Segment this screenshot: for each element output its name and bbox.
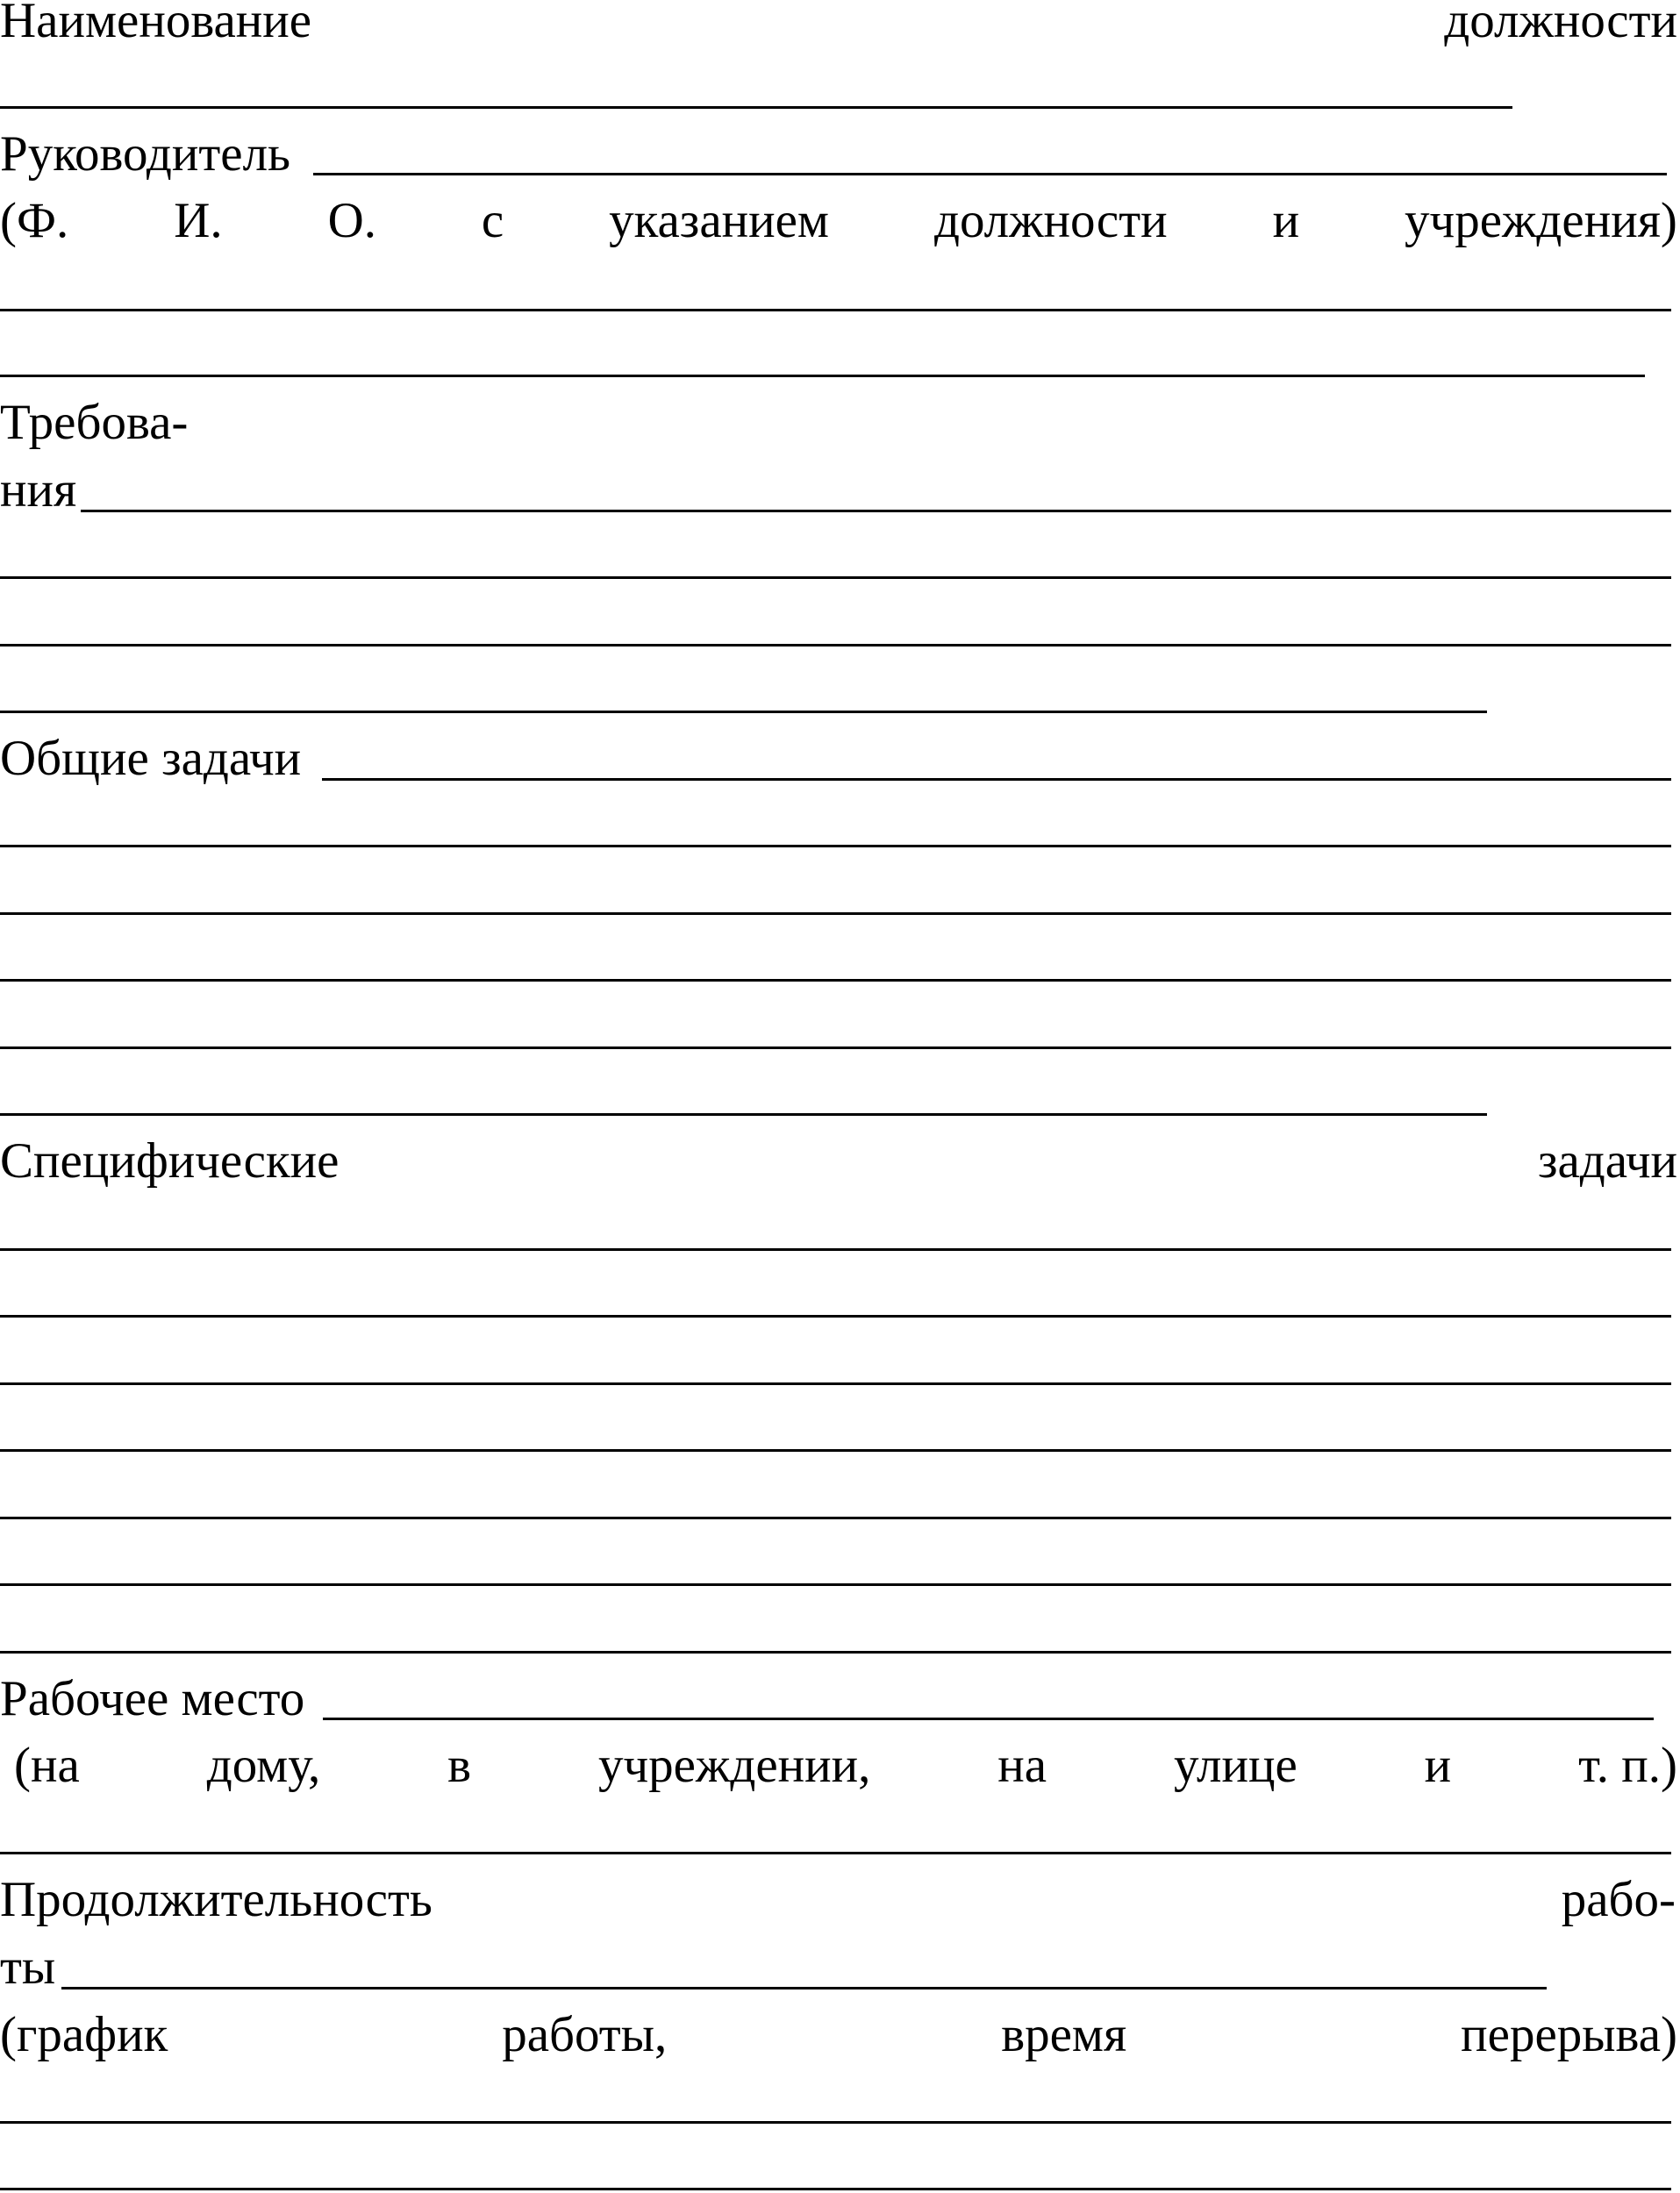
workplace-hint-word: и xyxy=(1424,1738,1452,1793)
general-tasks-line[interactable] xyxy=(0,1046,1671,1049)
duration-hint-word: время xyxy=(1001,2007,1127,2062)
workplace-hint xyxy=(14,1732,1677,1799)
general-tasks-line[interactable] xyxy=(0,979,1671,982)
position-title-label-right: должности xyxy=(1444,0,1677,48)
requirements-label: Требова- xyxy=(0,395,189,450)
manager-hint-word: с xyxy=(481,193,504,248)
manager-hint-word: учреждения) xyxy=(1405,193,1677,248)
workplace-label: Рабочее место xyxy=(0,1671,305,1726)
requirements-line[interactable] xyxy=(81,510,1671,512)
specific-tasks-line[interactable] xyxy=(0,1382,1671,1385)
workplace-hint-word: на xyxy=(997,1738,1047,1793)
specific-tasks-line[interactable] xyxy=(0,1517,1671,1519)
manager-detail-line[interactable] xyxy=(0,375,1645,377)
manager-line[interactable] xyxy=(313,173,1667,175)
specific-tasks-line[interactable] xyxy=(0,1248,1671,1251)
duration-hint-word: перерыва) xyxy=(1461,2007,1677,2062)
position-title-line[interactable] xyxy=(0,106,1512,109)
specific-tasks-label-left: Специфические xyxy=(0,1133,340,1189)
specific-tasks-line[interactable] xyxy=(0,1651,1671,1654)
duration-hint-word: (график xyxy=(0,2007,168,2062)
duration-label-left: Продолжительность xyxy=(0,1872,433,1927)
specific-tasks-line[interactable] xyxy=(0,1315,1671,1318)
workplace-hint-word: улице xyxy=(1174,1738,1298,1793)
manager-detail-line[interactable] xyxy=(0,309,1671,311)
duration-detail-line[interactable] xyxy=(0,2188,1671,2190)
general-tasks-label: Общие задачи xyxy=(0,731,302,786)
requirements-label-continued: ния xyxy=(0,462,77,518)
requirements-line[interactable] xyxy=(0,644,1671,646)
manager-hint xyxy=(0,188,1677,254)
workplace-hint-word: в xyxy=(447,1738,472,1793)
duration-detail-line[interactable] xyxy=(0,2121,1671,2124)
requirements-label-row xyxy=(0,389,1680,456)
general-tasks-row xyxy=(0,725,1680,792)
workplace-line[interactable] xyxy=(323,1718,1654,1720)
workplace-hint-word: т. п.) xyxy=(1578,1738,1677,1793)
workplace-hint-word: дому, xyxy=(206,1738,321,1793)
specific-tasks-line[interactable] xyxy=(0,1449,1671,1452)
duration-label-continued: ты xyxy=(0,1939,56,1995)
specific-tasks-line[interactable] xyxy=(0,1583,1671,1586)
general-tasks-line[interactable] xyxy=(0,1113,1487,1116)
workplace-row xyxy=(0,1666,1680,1732)
manager-hint-word: О. xyxy=(327,193,376,248)
specific-tasks-row xyxy=(0,1128,1680,1195)
position-title-label-left: Наименование xyxy=(0,0,312,48)
requirements-row xyxy=(0,457,1680,524)
manager-row xyxy=(0,121,1680,188)
manager-hint-word: (Ф. xyxy=(0,193,69,248)
workplace-hint-word: (на xyxy=(14,1738,80,1793)
requirements-line[interactable] xyxy=(0,711,1487,713)
duration-hint-word: работы, xyxy=(502,2007,668,2062)
duration-line[interactable] xyxy=(61,1987,1547,1989)
general-tasks-line[interactable] xyxy=(0,845,1671,847)
manager-hint-word: И. xyxy=(174,193,223,248)
manager-hint-word: указанием xyxy=(609,193,829,248)
manager-label: Руководитель xyxy=(0,126,291,182)
specific-tasks-label-right: задачи xyxy=(1537,1133,1677,1189)
duration-label-row xyxy=(0,1934,1680,2001)
manager-hint-word: и xyxy=(1272,193,1300,248)
general-tasks-line[interactable] xyxy=(0,912,1671,915)
manager-hint-word: должности xyxy=(933,193,1168,248)
general-tasks-line[interactable] xyxy=(322,778,1671,781)
duration-hint xyxy=(0,2002,1677,2068)
position-title-row xyxy=(0,0,1680,54)
workplace-detail-line[interactable] xyxy=(0,1852,1671,1854)
duration-label-right: рабо- xyxy=(1561,1872,1676,1927)
duration-row xyxy=(0,1867,1680,1933)
requirements-line[interactable] xyxy=(0,576,1671,579)
workplace-hint-word: учреждении, xyxy=(597,1738,871,1793)
